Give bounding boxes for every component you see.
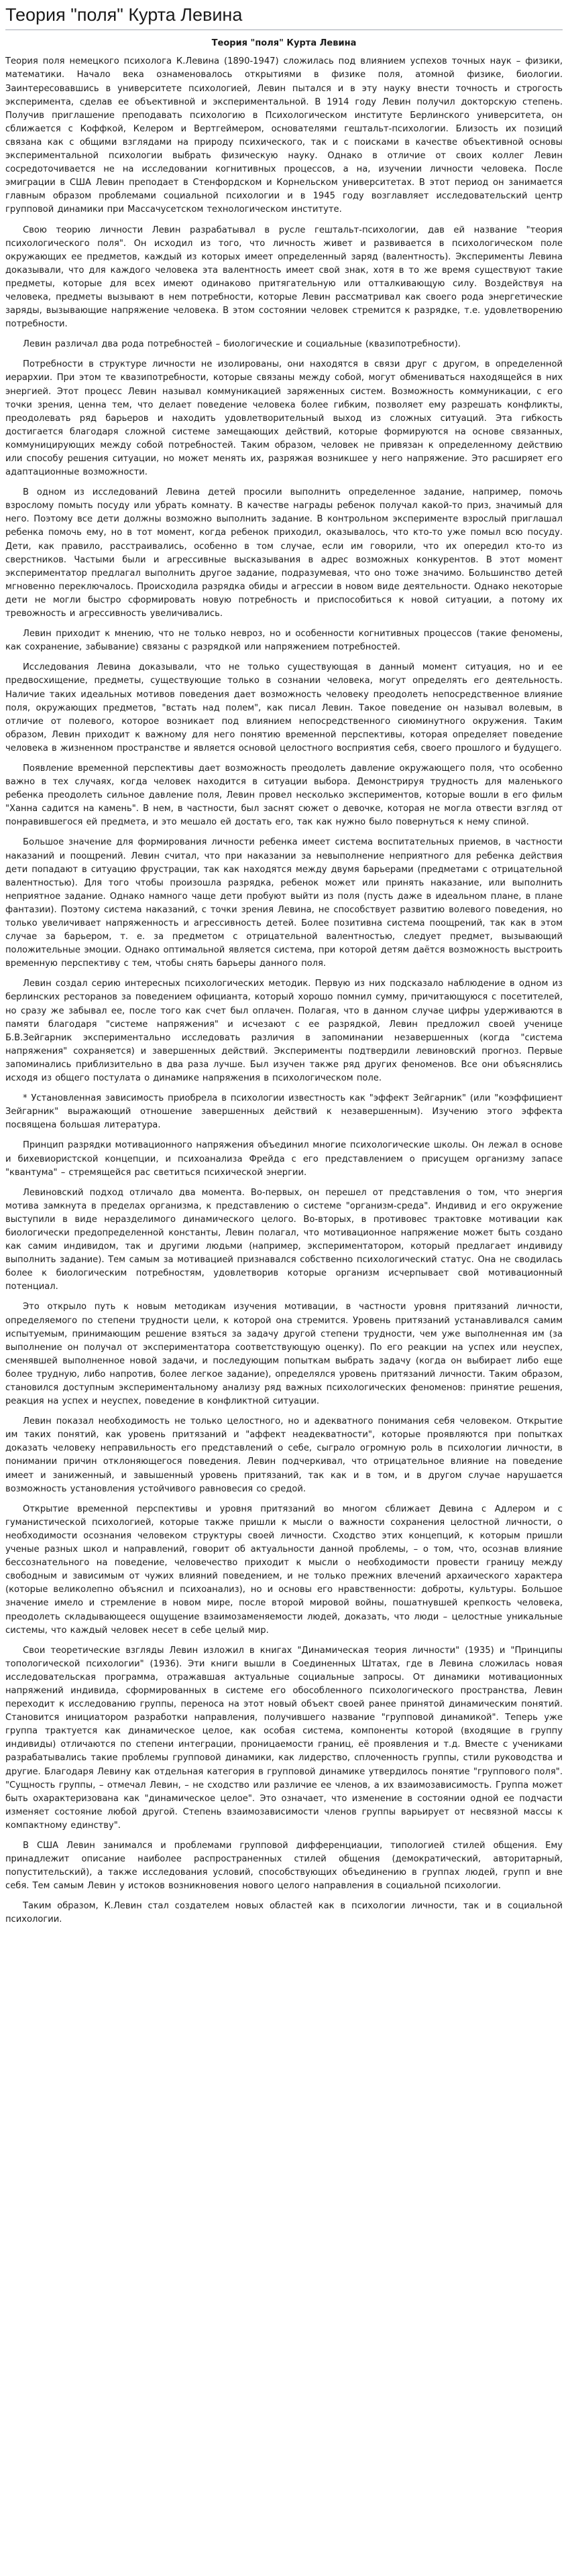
paragraph-tension-discharge: Принцип разрядки мотивационного напряжения объединил многие психологические школы. Он лежал в основе и бихевиористской концепции, и психоанализа Фрейда с его представлением о присущем организму запасе "квантума" – стремящейся рас светиться психической энергии. [5,1140,563,1178]
paragraph-lewin-approach: Левиновский подход отличало два момента. Во-первых, он перешел от представления о том, что энергия мотива замкнута в пределах организма, к представлению о системе "организм-среда". Индивид и его окружение выступили в виде неразделимого динамического целого. Во-вторых, в противовес трактовке мотивации как биологически предопределенной константы, Левин полагал, что мотивационное напряжение может быть создано как самим индивидом, так и другими людьми (например, экспериментатором, который предлагает индивиду выполнить задание). Тем самым за мотивацией признавался собственно психологический статус. Она не сводилась более к биологическим потребностям, удовлетворив которые организм исчерпывает свой мотивационный потенциал. [5,1187,563,1292]
paragraph-self-understanding: Левин показал необходимость не только целостного, но и адекватного понимания себя человеком. Открытие им таких понятий, как уровень притязаний и "аффект неадекватности", которые проявляются при попытках доказать человеку неправильность его представлений о себе, сыграло огромную роль в психологии личности, в понимании причин отклоняющегося поведения. Левин подчеркивал, что отрицательное влияние на поведение имеет и заниженный, и завышенный уровень притязаний, так как и в том, и в другом случае нарушается возможность установления устойчивого равновесия со средой. [5,1416,563,1494]
paragraph-group-dynamics: Свои теоретические взгляды Левин изложил в книгах "Динамическая теория личности" (1935) и "Принципы топологической психологии" (1936). Эти книги вышли в Соединенных Штатах, где в Левина сложилась новая исследовательская программа, отражавшая актуальные социальные запросы. От динамики мотивационных напряжений индивида, сформированных в системе его обособленного психологического пространства, Левин переходит к исследованию группы, переноса на этот новый объект своей ранее принятой динамическим понятий. Становится инициатором разработки направления, получившего название "групповой динамикой". Теперь уже группа трактуется как динамическое целое, как особая система, компоненты которой (входящие в группу индивиды) отличаются по степени интеграции, проницаемости границ, её проявления и т.д. Вместе с учениками разрабатывались такие проблемы групповой динамики, как лидерство, сплоченность группы, стили руководства и другие. Благодаря Левину как отдельная категория в групповой динамике утвердилось понятие "группового поля". "Сущность группы, – отмечал Левин, – не сходство или различие ее членов, а их взаимозависимость. Группа может быть охарактеризована как "динамическое целое". Это означает, что изменение в состоянии одной ее подчасти изменяет состояние любой другой. Степень взаимозависимости членов группы варьирует от несвязной массы к компактному единству". [5,1645,563,1831]
paragraph-humanistic: Открытие временной перспективы и уровня притязаний во многом сближает Девина с Адлером и с гуманистической психологией, которые также пришли к мысли о важности сохранения целостной личности, о необходимости осознания человеком структуры своей личности. Сходство этих концепций, к которым пришли ученые разных школ и направлений, говорит об актуальности данной проблемы, – о том, что, осознав влияние бессознательного на поведение, человечество приходит к мысли о необходимости провести границу между свободным и зависимым от чужих влияний поведением, и не только прежних влечений архаического характера (которые великолепно объяснил и психоанализ), но и основы его нравственности: доброты, культуры. Большое значение имело и стремление в новом мире, после второй мировой войны, пошатнувшей крепкость человека, преодолеть складывающееся ощущение взаимозаменяемости людей, доказать, что люди – целостные уникальные системы, что каждый человек несет в себе целый мир. [5,1504,563,1636]
article-subtitle: Теория "поля" Курта Левина [211,38,357,49]
paragraph-zeigarnik-methods: Левин создал серию интересных психологических методик. Первую из них подсказало наблюдение в одном из берлинских ресторанов за поведением официанта, который хорошо помнил сумму, причитающуюся с посетителей, но сразу же забывал ее, после того как счет был оплачен. Полагая, что в данном случае цифры удерживаются в памяти благодаря "системе напряжения" и исчезают с ее разрядкой, Левин предложил своей ученице Б.В.Зейгарник экспериментально исследовать различия в запоминании незавершенных (когда "система напряжения" сохраняется) и завершенных действий. Эксперименты подтвердили левиновский прогноз. Первые запоминались приблизительно в два раза лучше. Был изучен также ряд других феноменов. Все они объяснялись исходя из общего постулата о динамике напряжения в психологическом поле. [5,979,563,1084]
paragraph-field-theory: Свою теорию личности Левин разрабатывал в русле гештальт-психологии, дав ей название "теория психологического поля". Он исходил из того, что личность живет и развивается в психологическом поле окружающих ее предметов, каждый из которых имеет определенный заряд (валентность). Эксперименты Левина доказывали, что для каждого человека эта валентность имеет свой знак, хотя в то же время существуют такие предметы, которые для всех имеют одинаково притягательную или отталкивающую силу. Воздействуя на человека, предметы вызывают в нем потребности, которые Левин рассматривал как своего рода энергетические заряды, вызывающие напряжение человека. В этом состоянии человек стремится к разрядке, т.е. удовлетворению потребности. [5,225,563,330]
paragraph-volitional-behavior: Исследования Левина доказывали, что не только существующая в данный момент ситуация, но и ее предвосхищение, предметы, существующие только в сознании человека, могут определять его деятельность. Наличие таких идеальных мотивов поведения дает возможность человеку преодолеть непосредственное влияние поля, окружающих предметов, "встать над полем", как писал Левин. Такое поведение он называл волевым, в отличие от полевого, которое возникает под влиянием непосредственного сиюминутного окружения. Таким образом, Левин приходит к важному для него понятию временной перспективы, которая определяет поведение человека в жизненном пространстве и является основой целостного восприятия себя, своего прошлого и будущего. [5,662,563,753]
paragraph-time-perspective: Появление временной перспективы дает возможность преодолеть давление окружающего поля, что особенно важно в тех случаях, когда человек находится в ситуации выбора. Демонстрируя трудность для маленького ребенка преодолеть сильное давление поля, Левин провел несколько экспериментов, которые вошли в его фильм "Ханна садится на камень". В нем, в частности, был заснят сюжет о девочке, которая не могла отвести взгляд от понравившегося ей предмета, и это мешало ей достать его, так как нужно было повернуться к нему спиной. [5,763,563,828]
paragraph-needs-types: Левин различал два рода потребностей – биологические и социальные (квазипотребности). [23,339,461,350]
paragraph-aspiration-level: Это открыло путь к новым методикам изучения мотивации, в частности уровня притязаний личности, определяемого по степени трудности цели, к которой она стремится. Уровень притязаний устанавливался самим испытуемым, принимающим решение взяться за задачу другой степени трудности, чем уже выполненная им (за выполнение он получал от экспериментатора соответствующую оценку). По его реакции на успех или неуспех, сменявшей выполненное новой задачи, и последующим попыткам выбрать задачу (когда он выбирает либо еще более трудную, либо напротив, более легкое задание), определялся уровень притязаний личности. Таким образом, становился доступным экспериментальному анализу ряд важных психологических феноменов: принятие решения, реакция на успех и неуспех, поведение в конфликтной ситуации. [5,1302,563,1407]
paragraph-conclusion: Таким образом, К.Левин стал создателем новых областей как в психологии личности, так и в социальной психологии. [5,1901,563,1925]
paragraph-usa-work: В США Левин занимался и проблемами групповой дифференциации, типологией стилей общения. Ему принадлежит описание наиболее распространенных стилей общения (демократический, авторитарный, попустительский), а также исследования условий, способствующих объединению в группах людей, групп и вне себя. Тем самым Левин у истоков возникновения нового целого направления в социальной психологии. [5,1841,563,1892]
paragraph-punishment-reward: Большое значение для формирования личности ребенка имеет система воспитательных приемов, в частности наказаний и поощрений. Левин считал, что при наказании за невыполнение неприятного для ребенка действия дети попадают в ситуацию фрустрации, так как находятся между двумя барьерами (предметами с отрицательной валентностью). Для того чтобы произошла разрядка, ребенок может или принять наказание, или выполнить неприятное задание. Однако намного чаще дети пробуют выйти из поля (пусть даже в идеальном плане, в плане фантазии). Поэтому система наказаний, с точки зрения Левина, не способствует развитию волевого поведения, но только увеличивает напряженность и агрессивность детей. Более позитивна система поощрений, так как в этом случае за барьером, т. е. за предметом с отрицательной валентностью, следует предмет, вызывающий положительные эмоции. Однако оптимальной является система, при которой детям даётся возможность выстроить временную перспективу с тем, чтобы снять барьеры данного поля. [5,837,563,969]
paragraph-intro: Теория поля немецкого психолога К.Левина (1890-1947) сложилась под влиянием успехов точных наук – физики, математики. Начало века ознаменовалось открытиями в физике поля, атомной физике, биологии. Заинтересовавшись в университете психологией, Левин пытался и в эту науку внести точность и строгость эксперимента, сделав ее объективной и экспериментальной. В 1914 году Левин получил докторскую степень. Получив приглашение преподавать психологию в Психологическом институте Берлинского университета, он сближается с Коффкой, Келером и Вертгеймером, основателями гештальт-психологии. Близость их позиций связана как с общими взглядами на природу психического, так и с поисками в качестве объективной основы экспериментальной психологии выбрать физическую науку. Однако в отличие от своих коллег Левин сосредоточивается не на исследовании когнитивных процессов, а на, изучении личности человека. После эмиграции в США Левин преподает в Стенфордском и Корнельском университетах. В этот период он занимается главным образом проблемами социальной психологии и в 1945 году возглавляет исследовательский центр групповой динамики при Массачусетском технологическом институте. [5,56,563,215]
paragraph-zeigarnik-footnote: * Установленная зависимость приобрела в психологии известность как "эффект Зейгарник" (или "коэффициент Зейгарник" выражающий отношение завершенных действий к незавершенным). Изучению этого эффекта посвящена большая литература. [5,1093,563,1131]
page-title: Теория "поля" Курта Левина [5,4,563,30]
paragraph-needs-hierarchy: Потребности в структуре личности не изолированы, они находятся в связи друг с другом, в определенной иерархии. При этом те квазипотребности, которые связаны между собой, могут обмениваться находящейся в них энергией. Этот процесс Левин называл коммуникацией заряженных систем. Возможность коммуникации, с его точки зрения, ценна тем, что делает поведение человека более гибким, позволяет ему разрешать конфликты, преодолевать ряд барьеров и находить удовлетворительный выход из сложных ситуаций. Эта гибкость достигается благодаря сложной системе замещающих действий, которые формируются на основе связанных, коммуницирующих между собой потребностей. Таким образом, человек не привязан к определенному действию или способу решения ситуации, но может менять их, разряжая возникшее у него напряжение. Это расширяет его адаптационные возможности. [5,359,563,478]
paragraph-children-experiment: В одном из исследований Левина детей просили выполнить определенное задание, например, помочь взрослому помыть посуду или убрать комнату. В качестве награды ребенок получал какой-то приз, значимый для него. Поэтому все дети должны возможно выполнить задание. В контрольном эксперименте взрослый приглашал ребенка помочь ему, но в тот момент, когда ребенок приходил, оказывалось, что кто-то уже помыл всю посуду. Дети, как правило, расстраивались, особенно в том случае, если им говорили, что их опередил кто-то из сверстников. Частыми были и агрессивные высказывания в адрес возможных конкурентов. В этот момент экспериментатор предлагал выполнить другое задание, подразумевая, что оно тоже значимо. Большинство детей мгновенно переключалось. Происходила разрядка обиды и агрессии в новом виде деятельности. Однако некоторые дети не могли быстро сформировать новую потребность и приспособиться к новой ситуации, а потому их тревожность и агрессивность увеличивались. [5,487,563,619]
paragraph-neurosis: Левин приходит к мнению, что не только невроз, но и особенности когнитивных процессов (такие феномены, как сохранение, забывание) связаны с разрядкой или напряжением потребностей. [5,629,563,653]
